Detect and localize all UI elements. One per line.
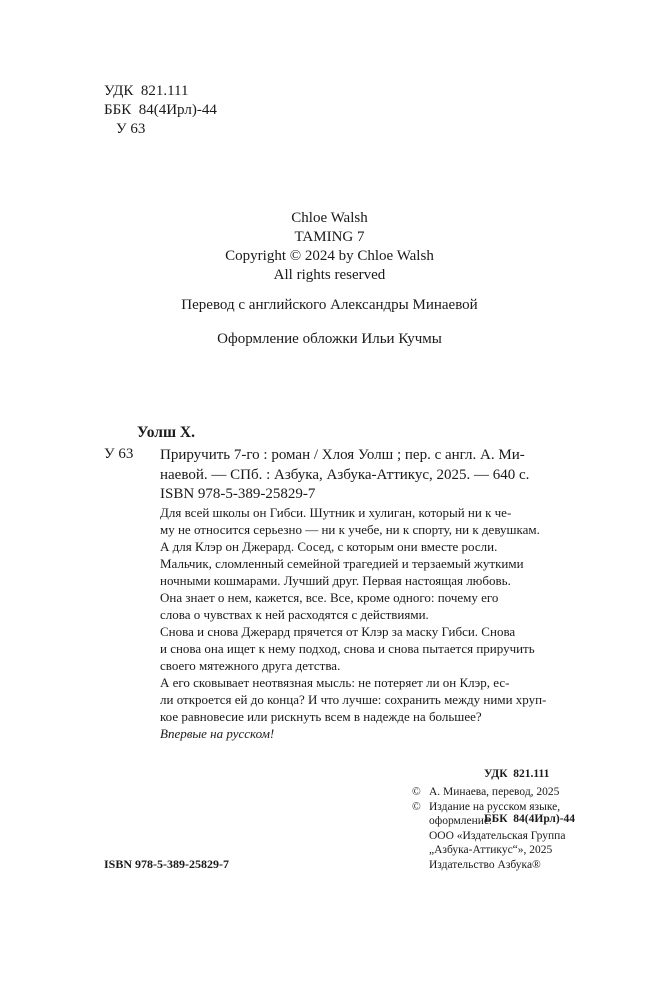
udk-code-bottom: УДК 821.111 — [484, 768, 550, 780]
biblio-isbn: ISBN 978-5-389-25829-7 — [160, 486, 316, 502]
original-copyright: Copyright © 2024 by Chloe Walsh — [225, 248, 434, 264]
bbk-code-bottom: ББК 84(4Ирл)-44 — [484, 813, 576, 825]
annotation-line: А его сковывает неотвязная мысль: не потеряет ли он Клэр, ес- — [160, 675, 510, 690]
original-rights: All rights reserved — [273, 267, 386, 283]
annotation-line: А для Клэр он Джерард. Сосед, с которым они вместе росли. — [160, 539, 498, 554]
annotation-line: ночными кошмарами. Лучший друг. Первая настоящая любовь. — [160, 573, 511, 588]
bibliographic-record — [160, 446, 580, 505]
annotation-line: му не относится серьезно — ни к учебе, ни к спорту, ни к девушкам. — [160, 522, 540, 537]
annotation-line: своего мятежного друга детства. — [160, 658, 341, 673]
copyright-line: Издание на русском языке, — [429, 800, 561, 813]
annotation-line: Она знает о нем, кажется, все. Все, кроме одного: почему его — [160, 590, 499, 605]
annotation-line: Снова и снова Джерард прячется от Клэр за маску Гибси. Снова — [160, 624, 516, 639]
annotation-line: и снова она ищет к нему подход, снова и снова пытается приручить — [160, 641, 535, 656]
copyright-symbol: © — [412, 800, 421, 813]
copyright-line: Издательство Азбука® — [429, 858, 541, 871]
catalog-author: Уолш Х. — [137, 424, 195, 441]
author-mark: У 63 — [116, 121, 146, 137]
biblio-line-2: наевой. — СПб. : Азбука, Азбука-Аттикус, 2025. — 640 с. — [160, 466, 530, 483]
original-author: Chloe Walsh — [291, 210, 368, 226]
russian-copyright — [412, 785, 622, 872]
annotation-line: Для всей школы он Гибси. Шутник и хулиган, который ни к че- — [160, 505, 512, 520]
copyright-line: А. Минаева, перевод, 2025 — [429, 786, 560, 798]
original-title: TAMING 7 — [294, 229, 365, 245]
original-edition-info — [0, 209, 659, 285]
annotation-line: слова о чувствах к ней расходятся с действиями. — [160, 607, 429, 622]
annotation-line: кое равновесие или рискнуть всем в надежде на большее? — [160, 709, 482, 724]
bbk-code: ББК 84(4Ирл)-44 — [104, 102, 217, 118]
cover-credit: Оформление обложки Ильи Кучмы — [217, 331, 442, 347]
copyright-symbol: © — [412, 786, 421, 798]
biblio-line-1: Приручить 7-го : роман / Хлоя Уолш ; пер. с англ. А. Ми- — [160, 447, 525, 463]
copyright-line: оформление. — [429, 815, 492, 827]
copyright-line: „Азбука-Аттикус“», 2025 — [429, 844, 553, 856]
catalog-index: У 63 — [104, 446, 134, 462]
annotation-line: ли откроется ей до конца? И что лучше: сохранить между ними хруп- — [160, 692, 547, 707]
annotation-line: Мальчик, сломленный семейной трагедией и терзаемый жуткими — [160, 556, 524, 571]
annotation-note: Впервые на русском! — [160, 726, 275, 741]
udk-code: УДК 821.111 — [104, 83, 189, 99]
translation-credit: Перевод с английского Александры Минаевой — [181, 297, 478, 313]
isbn-bottom: ISBN 978-5-389-25829-7 — [104, 857, 229, 871]
copyright-line: ООО «Издательская Группа — [429, 829, 566, 842]
top-classification — [104, 82, 217, 139]
annotation — [160, 504, 596, 742]
